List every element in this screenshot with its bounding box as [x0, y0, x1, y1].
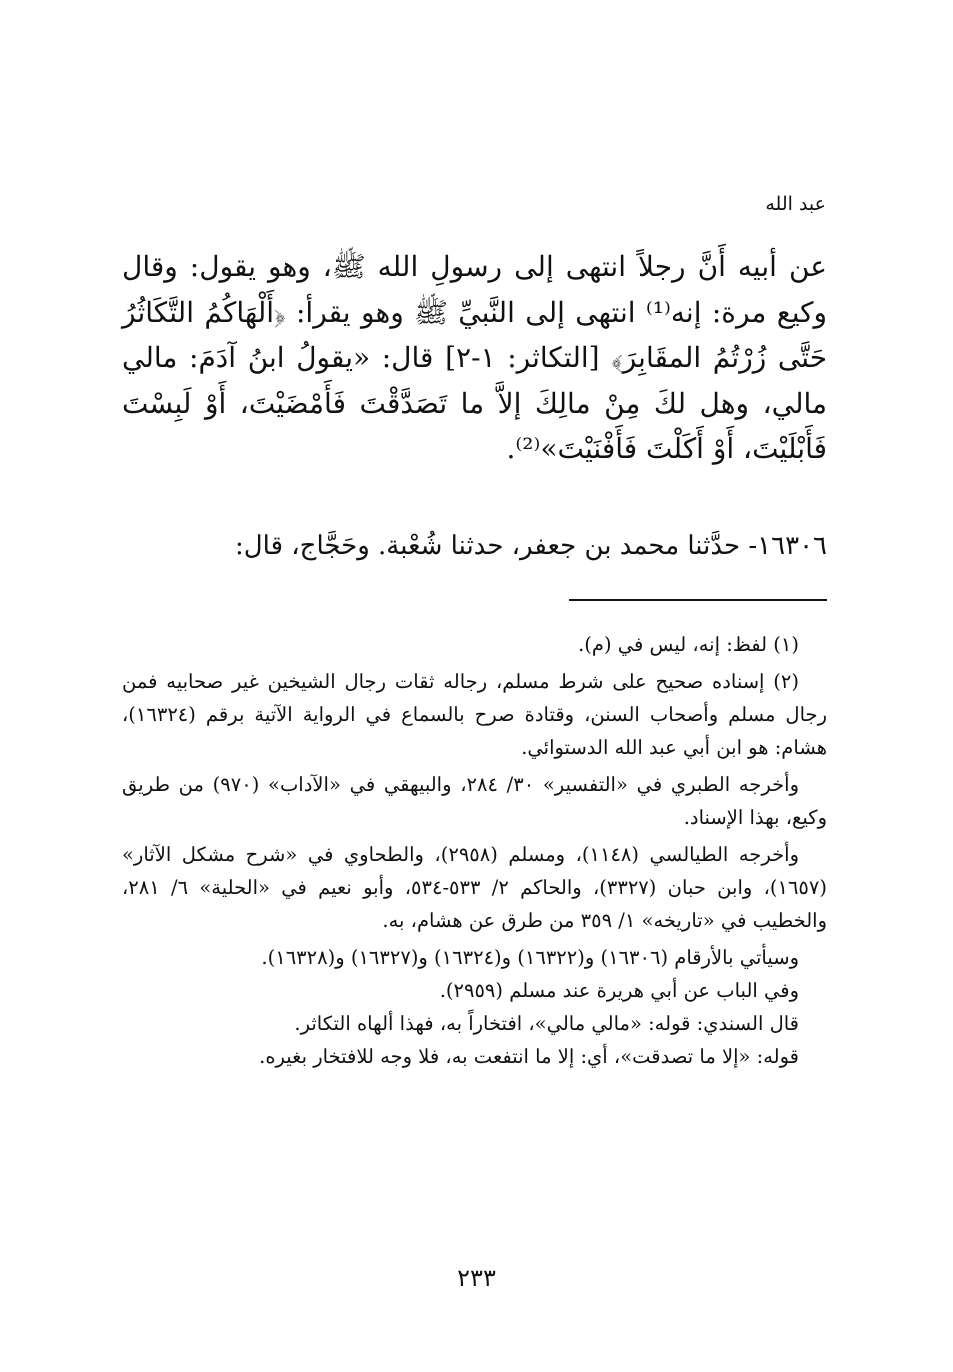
footnote-2-para-6: قال السندي: قوله: «مالي مالي»، افتخاراً به، فهذا ألهاه التكاثر. — [294, 1012, 799, 1035]
footnote-2-para-2: وأخرجه الطبري في «التفسير» ٣٠/ ٢٨٤، والبيهقي في «الآداب» (٩٧٠) من طريق وكيع، بهذا الإسناد. — [122, 773, 827, 829]
footnote-2-para-7: قوله: «إلا ما تصدقت»، أي: إلا ما انتفعت به، فلا وجه للافتخار بغيره. — [259, 1045, 799, 1068]
page-number: ٢٣٣ — [457, 1264, 496, 1292]
footnote-2-para-3: وأخرجه الطيالسي (١١٤٨)، ومسلم (٢٩٥٨)، والطحاوي في «شرح مشكل الآثار» (١٦٥٧)، وابن حبان (٣٣٢٧)، والحاكم ٢/ ٥٣٣-٥٣٤، وأبو نعيم في «الحلية» ٦/ ٢٨١، والخطيب في «تاريخه» ١/ ٣٥٩ من طرق عن هشام، به. — [122, 843, 827, 932]
running-header: عبد الله — [765, 193, 826, 215]
next-hadith-line: ١٦٣٠٦- حدَّثنا محمد بن جعفر، حدثنا شُعْبة. وحَجَّاج، قال: — [235, 531, 827, 561]
footnote-separator — [569, 599, 827, 601]
footnote-2: (٢) إسناده صحيح على شرط مسلم، رجاله ثقات رجال الشيخين غير صحابيه فمن رجال مسلم وأصحاب السنن، وقتادة صرح بالسماع في الرواية الآتية برقم (١٦٣٢٤)، هشام: هو ابن أبي عبد الله الدستوائي. — [122, 670, 827, 759]
footnote-2-para-5: وفي الباب عن أبي هريرة عند مسلم (٢٩٥٩). — [439, 979, 799, 1002]
hadith-body: عن أبيه أَنَّ رجلاً انتهى إلى رسولِ الله ﷺ، وهو يقول: وقال وكيع مرة: إنه⁽¹⁾ انتهى إلى النَّبيِّ ﷺ وهو يقرأ: ﴿أَلْهَاكُمُ التَّكَاثُرُ حَتَّى زُرْتُمُ المقَابِرَ﴾ [التكاثر: ١-٢] قال: «يقولُ ابنُ آدَمَ: مالي مالي، وهل لكَ مِنْ مالِكَ إلاَّ ما تَصَدَّقْتَ فَأَمْضَيْتَ، أَوْ لَبِسْتَ فَأَبْلَيْتَ، أَوْ أَكَلْتَ فَأَفْنَيْتَ»⁽²⁾. — [122, 250, 828, 465]
footnote-1: (١) لفظ: إنه، ليس في (م). — [578, 633, 799, 656]
footnote-2-para-4: وسيأتي بالأرقام (١٦٣٠٦) و(١٦٣٢٢) و(١٦٣٢٤) و(١٦٣٢٧) و(١٦٣٢٨). — [261, 946, 799, 969]
main-text — [122, 244, 827, 472]
footnotes — [122, 628, 827, 1073]
